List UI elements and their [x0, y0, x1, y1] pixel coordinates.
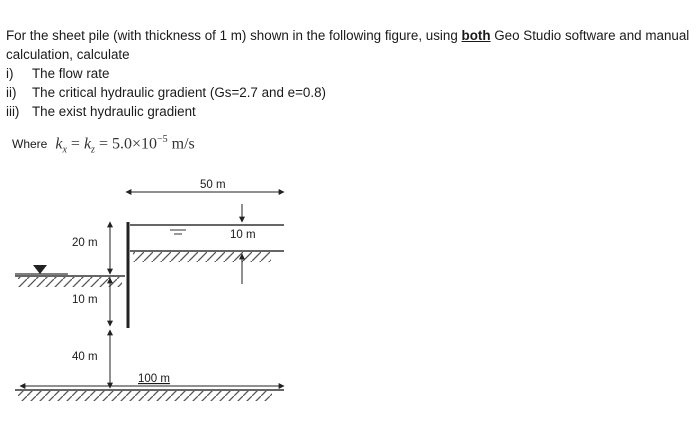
intro-emphasis: both [461, 28, 491, 43]
dimension-label-head: 10 m [230, 229, 256, 241]
dimension-label-100m: 100 m [138, 373, 170, 385]
kx-symbol: k [55, 135, 63, 153]
question-text: The flow rate [32, 66, 110, 81]
dimension-label-50m: 50 m [200, 179, 226, 191]
kz-symbol: k [83, 135, 92, 153]
where-label: Where [12, 137, 48, 152]
intro-text-before: For the sheet pile (with thickness of 1 m) shown in the following figure, using [6, 28, 462, 43]
question-marker: iii) [6, 104, 20, 119]
upstream-soil-hatch [133, 252, 271, 262]
question-text: The exist hydraulic gradient [32, 104, 196, 119]
downstream-water-level-icon [15, 265, 68, 274]
dimension-label-embedment: 10 m [72, 294, 98, 306]
question-marker: i) [6, 66, 14, 81]
dimension-label-20m: 20 m [72, 237, 98, 249]
coefficient-mantissa: 5.0×10 [111, 135, 158, 153]
dimension-label-40m: 40 m [72, 351, 98, 363]
impermeable-base-hatch [18, 391, 272, 401]
coefficient-exponent: −5 [157, 134, 168, 145]
water-level-icon [170, 230, 186, 234]
intro-text-after: Geo Studio software and manual calculation, calculate [6, 28, 690, 62]
equals-sign: = [94, 135, 112, 153]
downstream-soil-hatch [18, 277, 122, 287]
question-text: The critical hydraulic gradient (Gs=2.7 and e=0.8) [32, 85, 327, 100]
coefficient-unit: m/s [167, 135, 195, 153]
question-marker: ii) [6, 85, 17, 100]
kz-subscript: z [91, 144, 95, 156]
kx-subscript: x [62, 144, 67, 156]
equals-sign: = [66, 135, 84, 153]
